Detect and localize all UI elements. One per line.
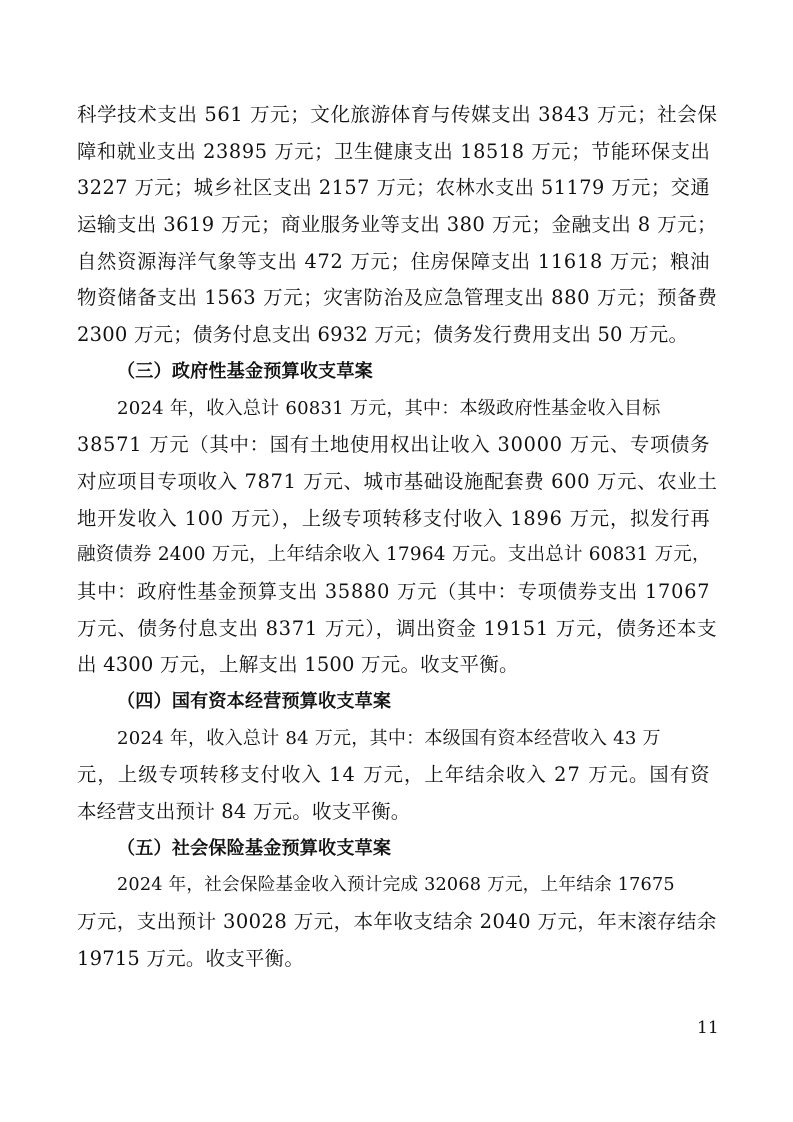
body-text-line: 出 4300 万元，上解支出 1500 万元。收支平衡。 — [77, 653, 519, 677]
body-text-line: 万元、债务付息支出 8371 万元），调出资金 19151 万元，债务还本支 — [77, 616, 718, 640]
page-number: 11 — [697, 1018, 719, 1038]
body-text-line: 本经营支出预计 84 万元。收支平衡。 — [77, 800, 411, 824]
body-text-line: 科学技术支出 561 万元；文化旅游体育与传媒支出 3843 万元；社会保 — [77, 103, 718, 126]
section-heading-government-fund: （三）政府性基金预算收支草案 — [117, 360, 373, 382]
body-text-line: 38571 万元（其中：国有土地使用权出让收入 30000 万元、专项债务 — [77, 433, 711, 457]
document-page — [77, 97, 717, 978]
body-text-line: 元，上级专项转移支付收入 14 万元，上年结余收入 27 万元。国有资 — [77, 763, 711, 787]
body-text-line: 3227 万元；城乡社区支出 2157 万元；农林水支出 51179 万元；交通 — [77, 176, 711, 200]
body-text-line: 地开发收入 100 万元），上级专项转移支付收入 1896 万元，拟发行再 — [77, 506, 711, 530]
body-text-line: 自然资源海洋气象等支出 472 万元；住房保障支出 11618 万元；粮油 — [77, 249, 711, 273]
body-text-line: 2024 年，收入总计 84 万元，其中：本级国有资本经营收入 43 万 — [117, 727, 661, 749]
body-text-line: 2024 年，社会保险基金收入预计完成 32068 万元，上年结余 17675 — [117, 875, 675, 896]
body-text-line: 物资储备支出 1563 万元；灾害防治及应急管理支出 880 万元；预备费 — [77, 286, 718, 310]
section-heading-social-insurance: （五）社会保险基金预算收支草案 — [117, 837, 392, 859]
body-text-line: 障和就业支出 23895 万元；卫生健康支出 18518 万元；节能环保支出 — [77, 139, 711, 163]
body-text-line: 运输支出 3619 万元；商业服务业等支出 380 万元；金融支出 8 万元； — [77, 213, 717, 237]
body-text-line: 其中：政府性基金预算支出 35880 万元（其中：专项债券支出 17067 — [77, 579, 711, 603]
body-text-line: 2300 万元；债务付息支出 6932 万元；债务发行费用支出 50 万元。 — [77, 323, 689, 347]
body-text-line: 19715 万元。收支平衡。 — [77, 946, 305, 970]
body-text-line: 对应项目专项收入 7871 万元、城市基础设施配套费 600 万元、农业土 — [77, 469, 718, 493]
body-text-line: 融资债券 2400 万元，上年结余收入 17964 万元。支出总计 60831 万元， — [77, 544, 711, 566]
body-text-line: 2024 年，收入总计 60831 万元，其中：本级政府性基金收入目标 — [117, 397, 661, 419]
section-heading-state-capital: （四）国有资本经营预算收支草案 — [117, 691, 392, 712]
body-text-line: 万元，支出预计 30028 万元，本年收支结余 2040 万元，年末滚存结余 — [77, 910, 717, 934]
